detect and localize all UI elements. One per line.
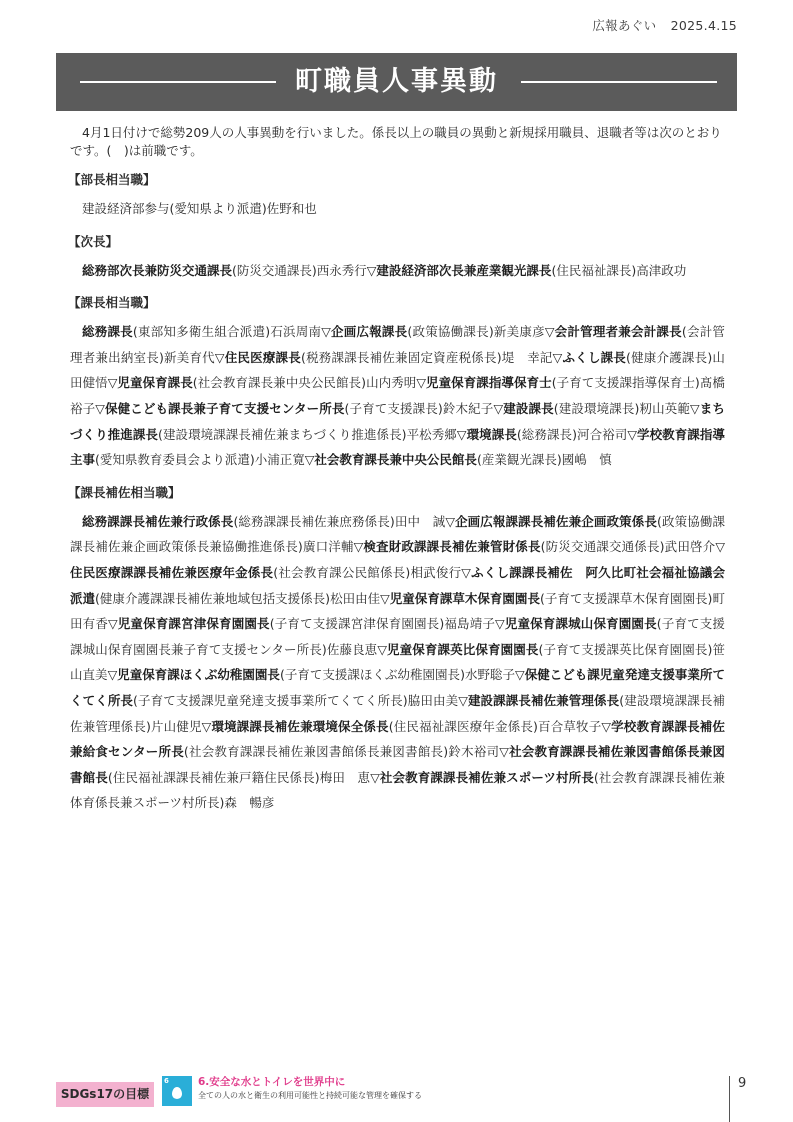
entry-position: 社会教育課長兼中央公民館長	[314, 452, 477, 468]
sdgs-badge: SDGs17の目標	[56, 1082, 154, 1107]
entry-name: 廣口洋輔	[302, 539, 354, 555]
entry-position: 検査財政課課長補佐兼管財係長	[363, 539, 541, 555]
entry-separator: ▽	[515, 667, 525, 683]
entry-separator: ▽	[552, 349, 563, 365]
entry-name: 平松秀郷	[406, 426, 457, 442]
entry-name: 鈴木裕司	[448, 744, 500, 760]
entry-position: ふくし課長	[562, 349, 626, 365]
entry-previous-post: (建設環境課長)	[553, 400, 640, 416]
sections-container	[70, 170, 725, 816]
entry-separator: ▽	[380, 590, 390, 606]
water-drop-icon	[172, 1087, 182, 1099]
entry-previous-post: (建設環境課課長補佐兼管理係長)	[70, 692, 725, 734]
sdg-goal-icon	[162, 1076, 192, 1106]
entry-previous-post: (子育て支援課宮津保育園園長)	[269, 616, 445, 632]
entry-previous-post: (子育て支援課城山保育園園長兼子育て支援センター所長)	[70, 616, 725, 657]
entry-position: 会計管理者兼会計課長	[554, 324, 682, 340]
entry-previous-post: (税務課課長補佐兼固定資産税係長)	[300, 349, 502, 365]
entry-separator: ▽	[458, 692, 468, 708]
entry-separator: ▽	[304, 452, 315, 468]
entry-name: 山田健悟	[70, 349, 725, 391]
entry-name: 町田有香	[70, 590, 725, 632]
article-body	[70, 124, 725, 816]
entry-position: 児童保育課長	[117, 375, 193, 391]
entry-separator: ▽	[416, 375, 427, 391]
entry-name: 水野聡子	[464, 667, 516, 683]
entry-name: 松田由佳	[330, 590, 381, 606]
entry-previous-post: (会計管理者兼出納室長)	[70, 324, 725, 365]
entry-separator: ▽	[377, 641, 388, 657]
entry-previous-post: (社会教育課公民館係長)	[273, 564, 411, 580]
entry-previous-post: (防災交通課長)	[232, 262, 317, 278]
entry-name: 國嶋 慎	[561, 452, 612, 468]
entry-previous-post: (防災交通課交通係長)	[540, 539, 665, 555]
entry-position: 児童保育課指導保育士	[426, 375, 552, 391]
entry-position: 住民医療課課長補佐兼医療年金係長	[70, 564, 274, 580]
entry-position: 児童保育課城山保育園園長	[504, 616, 657, 632]
entry-separator: ▽	[499, 744, 510, 760]
entry-separator: ▽	[366, 262, 377, 278]
entry-name: 高津政功	[636, 262, 687, 278]
entry-name: 福島靖子	[444, 616, 496, 632]
entry-name: 西永秀行	[316, 262, 367, 278]
entry-position: 住民医療課長	[224, 349, 301, 365]
entry-previous-post: (総務課長)	[516, 426, 577, 442]
entry-separator: ▽	[456, 426, 467, 442]
sdg-goal-title: 6.安全な水とトイレを世界中に	[198, 1076, 346, 1088]
entry-name: 新美康彦	[493, 324, 545, 340]
entry-position: 企画広報課課長補佐兼企画政策係長	[455, 513, 657, 529]
page-divider	[729, 1076, 730, 1122]
entry-previous-post: (社会教育課長兼中央公民館長)	[192, 375, 366, 391]
entry-name: 新美育代	[163, 349, 215, 365]
entry-separator: ▽	[445, 513, 456, 529]
entry-name: 梅田 恵	[319, 769, 371, 785]
entry-position: 学校教育課指導主事	[70, 426, 725, 468]
entry-name: 脇田由美	[407, 692, 459, 708]
entry-separator: ▽	[107, 375, 118, 391]
sdg-goal-number: 6	[164, 1077, 169, 1085]
entry-separator: ▽	[107, 616, 118, 632]
entry-name: 田中 誠	[394, 513, 446, 529]
entry-previous-post: (総務課課長補佐兼庶務係長)	[233, 513, 395, 529]
entry-position: 総務部次長兼防災交通課長	[82, 262, 233, 278]
entry-separator: ▽	[461, 564, 472, 580]
entry-separator: ▽	[601, 718, 612, 734]
entry-position: 児童保育課宮津保育園園長	[117, 616, 270, 632]
entry-position: 建設経済部次長兼産業観光課長	[376, 262, 552, 278]
entry-name: 鈴木紀子	[442, 400, 494, 416]
entry-position: 社会教育課課長補佐兼図書館係長兼図書館長	[70, 744, 725, 785]
entry-name: 笹山直美	[70, 641, 725, 683]
entry-name: 武田啓介	[664, 539, 716, 555]
entry-separator: ▽	[353, 539, 364, 555]
entry-position: 社会教育課課長補佐兼スポーツ村所長	[379, 769, 594, 785]
entry-previous-post: (東部知多衛生組合派遣)	[132, 324, 271, 340]
entry-position: 児童保育課ほくぶ幼稚園園長	[117, 667, 280, 683]
title-banner	[56, 53, 737, 111]
entry-position: 環境課長	[466, 426, 517, 442]
section-heading: 【次長】	[68, 233, 119, 249]
entry-name: 石浜周南	[270, 324, 322, 340]
entry-position: 保健こども課長兼子育て支援センター所長	[105, 400, 345, 416]
entry-previous-post: (社会教育課課長補佐兼体育係長兼スポーツ村所長)	[70, 769, 725, 811]
entry-position: 企画広報課長	[331, 324, 408, 340]
entry-separator: ▽	[95, 400, 106, 416]
entry-name: 河合裕司	[576, 426, 628, 442]
entry-position: 建設課課長補佐兼管理係長	[467, 692, 620, 708]
entry-name: 百合草牧子	[537, 718, 602, 734]
entry-separator: ▽	[370, 769, 380, 785]
section-heading: 【課長補佐相当職】	[68, 484, 181, 500]
entry-separator: ▽	[107, 667, 118, 683]
entry-previous-post: (子育て支援課英比保育園園長)	[538, 641, 713, 657]
entry-position: 児童保育課英比保育園園長	[387, 641, 539, 657]
section-body	[70, 319, 725, 473]
publication-name: 広報あぐい	[592, 18, 657, 33]
entry-separator: ▽	[715, 539, 725, 555]
entry-separator: ▽	[201, 718, 212, 734]
entry-position: 総務課長	[82, 324, 133, 340]
entry-previous-post: (政策協働課課長補佐兼企画政策係長兼協働推進係長)	[70, 513, 725, 555]
entry-name: 小浦正寛	[254, 452, 305, 468]
entry-name: 森 暢彦	[224, 795, 275, 811]
entry-name: 佐藤良恵	[326, 641, 378, 657]
entry-previous-post: (子育て支援課長)	[344, 400, 443, 416]
entry-name: 片山健児	[150, 718, 202, 734]
sdg-goal-subtitle: 全ての人の水と衛生の利用可能性と持続可能な管理を確保する	[198, 1091, 422, 1100]
entry-separator: ▽	[690, 400, 700, 416]
banner-rule-right	[521, 81, 717, 83]
entry-position: 保健こども課児童発達支援事業所てくてく所長	[70, 667, 725, 708]
entry-previous-post: (建設環境課課長補佐兼まちづくり推進係長)	[158, 426, 407, 442]
entry-previous-post: (子育て支援課草木保育園園長)	[539, 590, 713, 606]
entry-previous-post: (政策協働課長)	[407, 324, 494, 340]
entry-previous-post: (社会教育課課長補佐兼図書館係長兼図書館長)	[183, 744, 449, 760]
entry-name: 相武俊行	[410, 564, 462, 580]
entry-position: 児童保育課草木保育園園長	[389, 590, 540, 606]
entry-position: 環境課課長補佐兼環境保全係長	[211, 718, 389, 734]
entry-separator: ▽	[321, 324, 332, 340]
entry-name: 籾山英範	[639, 400, 691, 416]
entry-previous-post: (子育て支援課児童発達支援事業所てくてく所長)	[133, 692, 408, 708]
entry-name: 山内秀明	[366, 375, 417, 391]
publication-date: 2025.4.15	[670, 18, 737, 33]
entry-name: 堤 幸記	[501, 349, 553, 365]
page-number: 9	[738, 1076, 747, 1091]
entry-position: 総務課課長補佐兼行政係長	[82, 513, 234, 529]
publication-header	[592, 16, 737, 34]
section-heading: 【部長相当職】	[68, 172, 156, 187]
entry-previous-post: (愛知県教育委員会より派遣)	[95, 452, 255, 468]
entry-separator: ▽	[544, 324, 555, 340]
entry-position: ふくし課課長補佐 阿久比町社会福祉協議会派遣	[70, 564, 725, 606]
entry-previous-post: (住民福祉課課長補佐兼戸籍住民係長)	[107, 769, 320, 785]
entry-previous-post: (子育て支援課ほくぶ幼稚園園長)	[279, 667, 465, 683]
entry-previous-post: (住民福祉課医療年金係長)	[388, 718, 538, 734]
entry-separator: ▽	[495, 616, 505, 632]
section-body	[70, 258, 725, 284]
section-body	[70, 196, 725, 222]
entry-position: 学校教育課課長補佐兼給食センター所長	[70, 718, 725, 760]
entry-name: 髙橋裕子	[70, 375, 725, 416]
entry-position: まちづくり推進課長	[70, 400, 725, 442]
entry-separator: ▽	[214, 349, 225, 365]
section-heading: 【課長相当職】	[68, 295, 156, 311]
entry-separator: ▽	[627, 426, 638, 442]
page-title: 町職員人事異動	[295, 66, 498, 97]
entry-previous-post: (健康介護課長)	[626, 349, 713, 365]
intro-paragraph: 4月1日付けで総勢209人の人事異動を行いました。係長以上の職員の異動と新規採用職員、退職者等は次のとおりです。( )は前職です。	[70, 125, 722, 158]
entry-previous-post: (産業観光課長)	[476, 452, 562, 468]
entry-position: 建設課長	[503, 400, 554, 416]
entry-name: 建設経済部参与(愛知県より派遣)佐野和也	[82, 201, 317, 216]
entry-previous-post: (健康介護課課長補佐兼地域包括支援係長)	[95, 590, 331, 606]
entry-previous-post: (住民福祉課長)	[551, 262, 637, 278]
section-body	[70, 509, 725, 816]
entry-previous-post: (子育て支援課指導保育士)	[551, 375, 700, 391]
entry-separator: ▽	[493, 400, 504, 416]
